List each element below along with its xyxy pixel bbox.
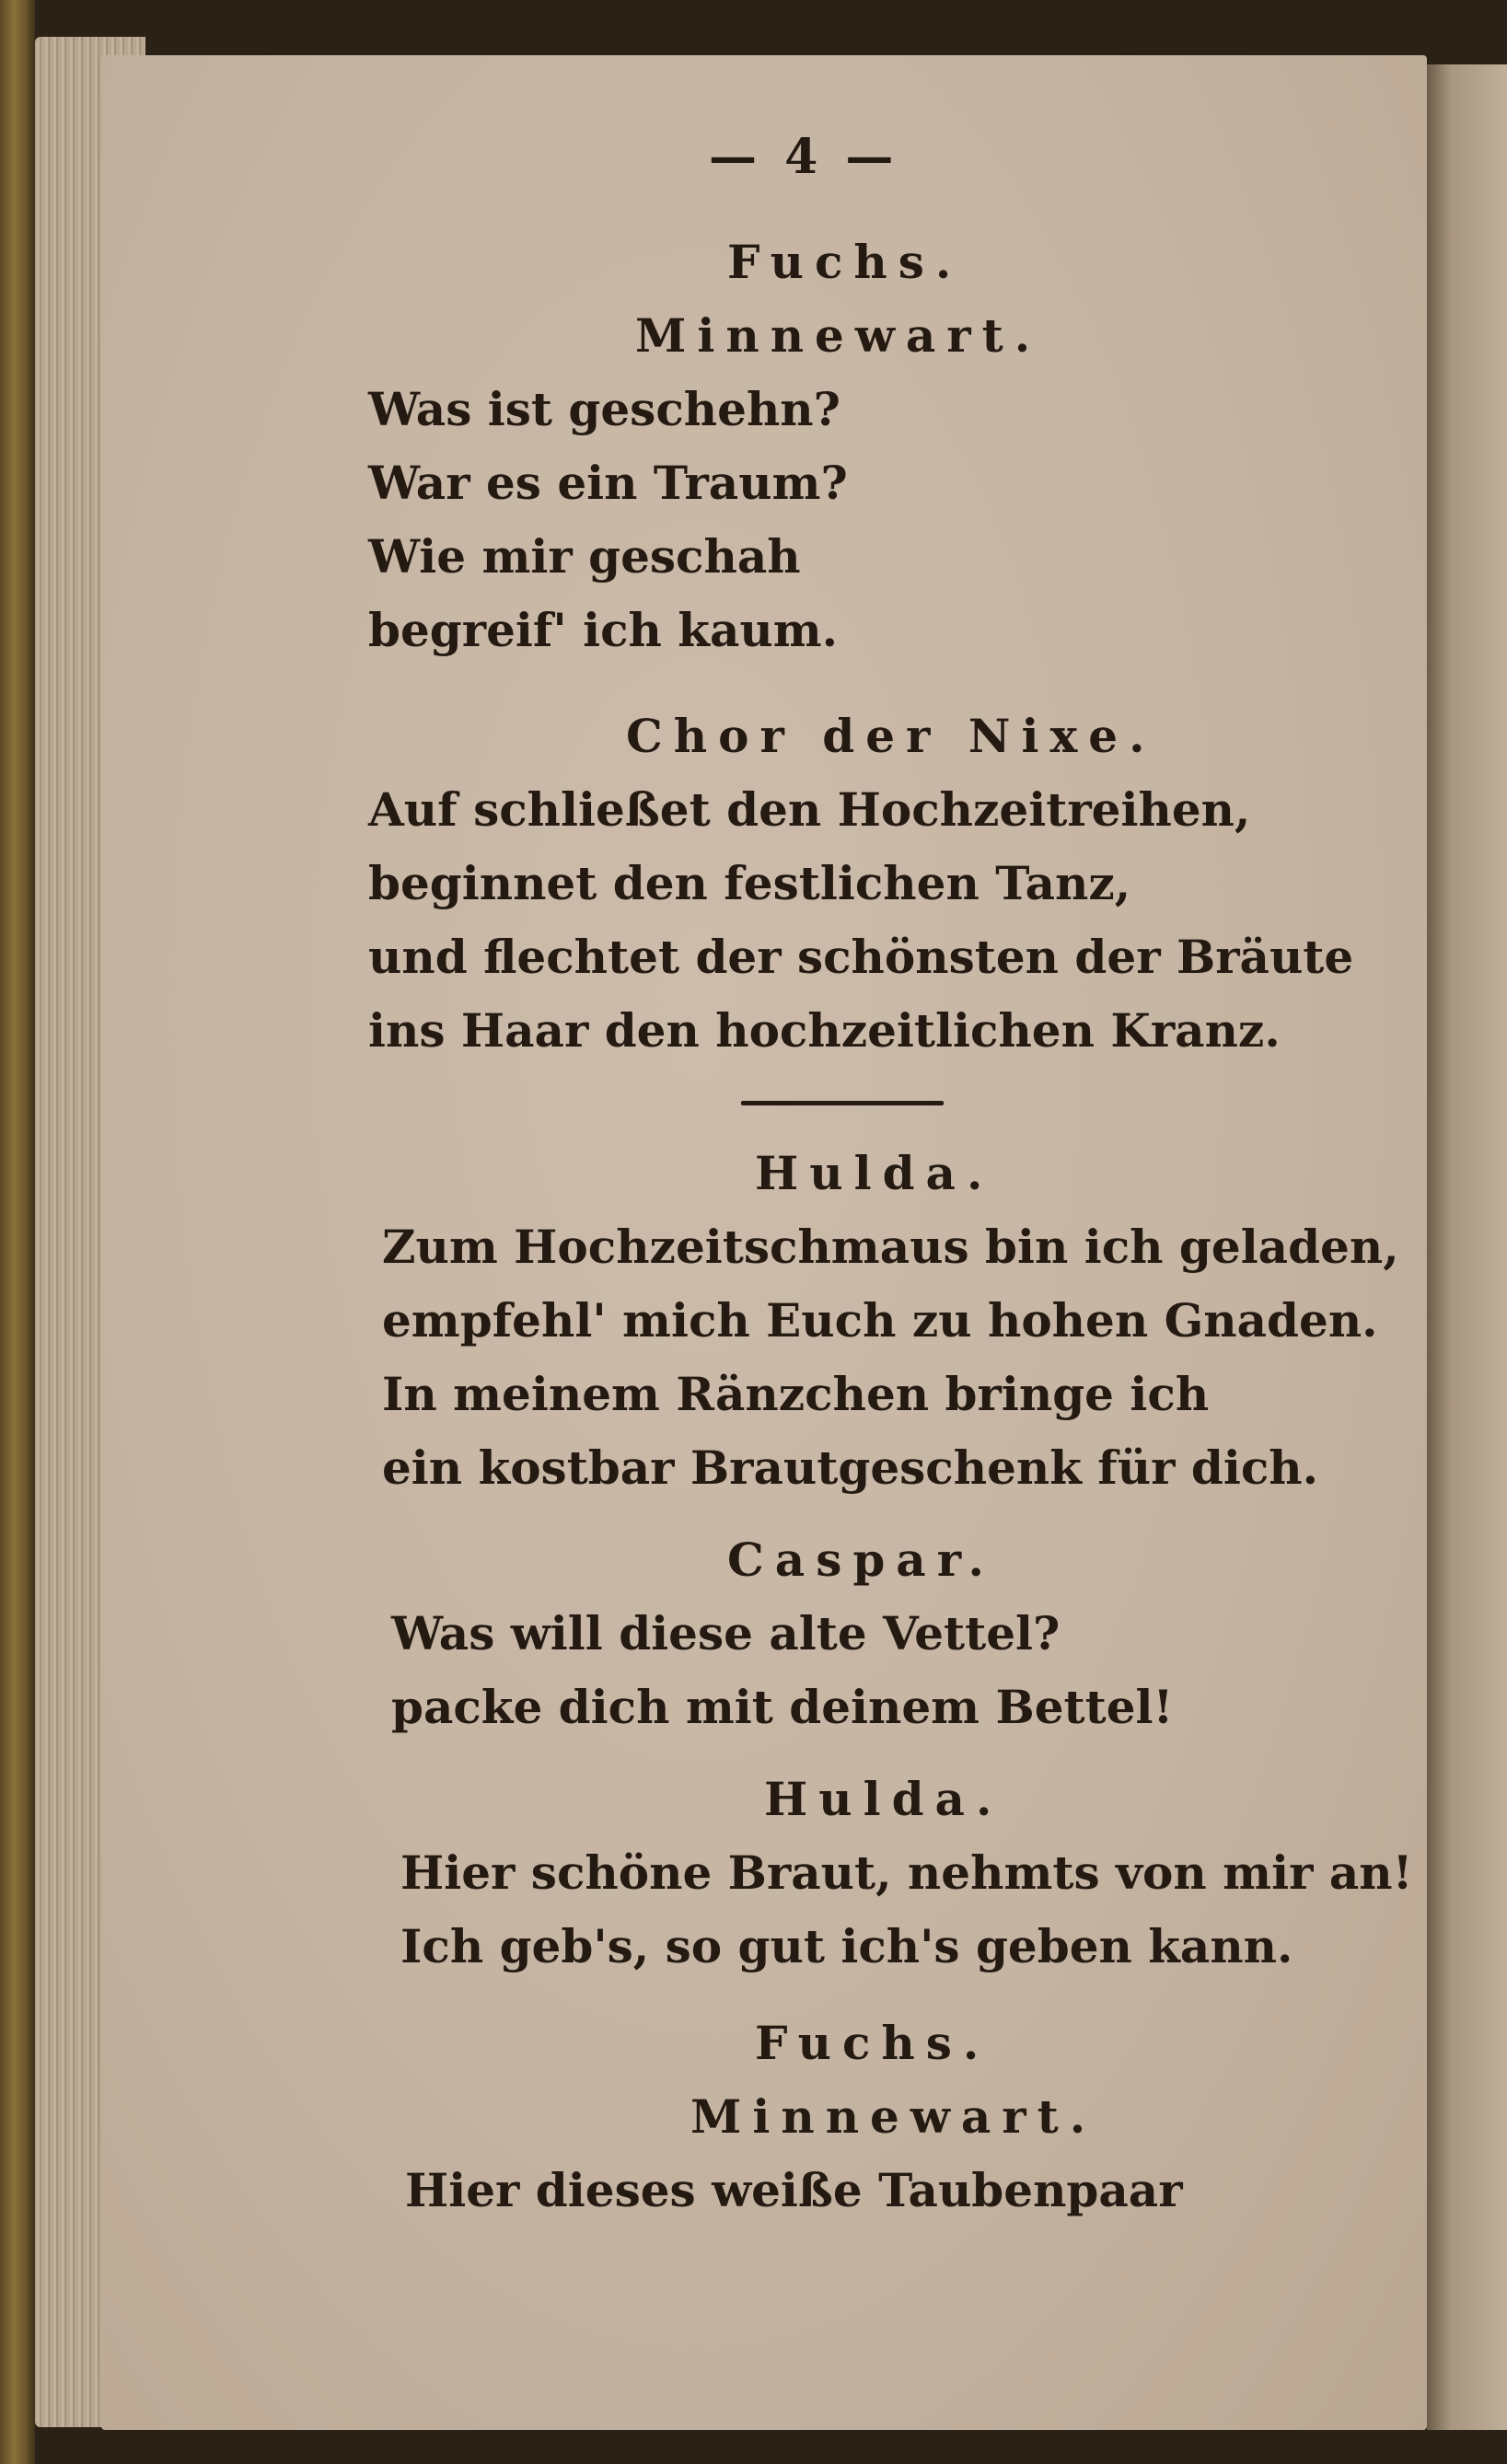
verse-line: Was ist geschehn?: [368, 382, 840, 436]
speaker-minnewart: Minnewart.: [635, 308, 1042, 363]
verse-line: beginnet den festlichen Tanz,: [368, 856, 1131, 910]
section-divider: [741, 1101, 944, 1105]
verse-line: begreif' ich kaum.: [368, 603, 839, 657]
verse-line: Hier schöne Braut, nehmts von mir an!: [400, 1845, 1413, 1900]
speaker-hulda: Hulda.: [755, 1146, 994, 1200]
verse-line: Zum Hochzeitschmaus bin ich geladen,: [382, 1220, 1399, 1274]
verse-line: In meinem Ränzchen bringe ich: [382, 1367, 1210, 1421]
speaker-fuchs: Fuchs.: [727, 235, 963, 289]
verse-line: packe dich mit deinem Bettel!: [391, 1680, 1174, 1734]
verse-line: Ich geb's, so gut ich's geben kann.: [400, 1919, 1293, 1973]
verse-line: Auf schließet den Hochzeitreihen,: [368, 782, 1251, 837]
page-number: — 4 —: [709, 129, 899, 185]
facing-page-edge: [1427, 64, 1507, 2430]
speaker-fuchs: Fuchs.: [755, 2016, 991, 2070]
speaker-caspar: Caspar.: [727, 1533, 995, 1587]
verse-line: Was will diese alte Vettel?: [391, 1606, 1061, 1660]
verse-line: War es ein Traum?: [368, 456, 848, 510]
verse-line: ins Haar den hochzeitlichen Kranz.: [368, 1003, 1281, 1058]
verse-line: und flechtet der schönsten der Bräute: [368, 930, 1354, 984]
verse-line: Hier dieses weiße Taubenpaar: [405, 2163, 1183, 2217]
speaker-minnewart: Minnewart.: [690, 2089, 1097, 2144]
verse-line: ein kostbar Brautgeschenk für dich.: [382, 1440, 1319, 1495]
book-spine: [0, 0, 35, 2464]
verse-line: Wie mir geschah: [368, 529, 801, 584]
speaker-hulda: Hulda.: [764, 1772, 1003, 1826]
speaker-chor-der-nixe: Chor der Nixe.: [626, 709, 1156, 763]
verse-line: empfehl' mich Euch zu hohen Gnaden.: [382, 1293, 1378, 1348]
